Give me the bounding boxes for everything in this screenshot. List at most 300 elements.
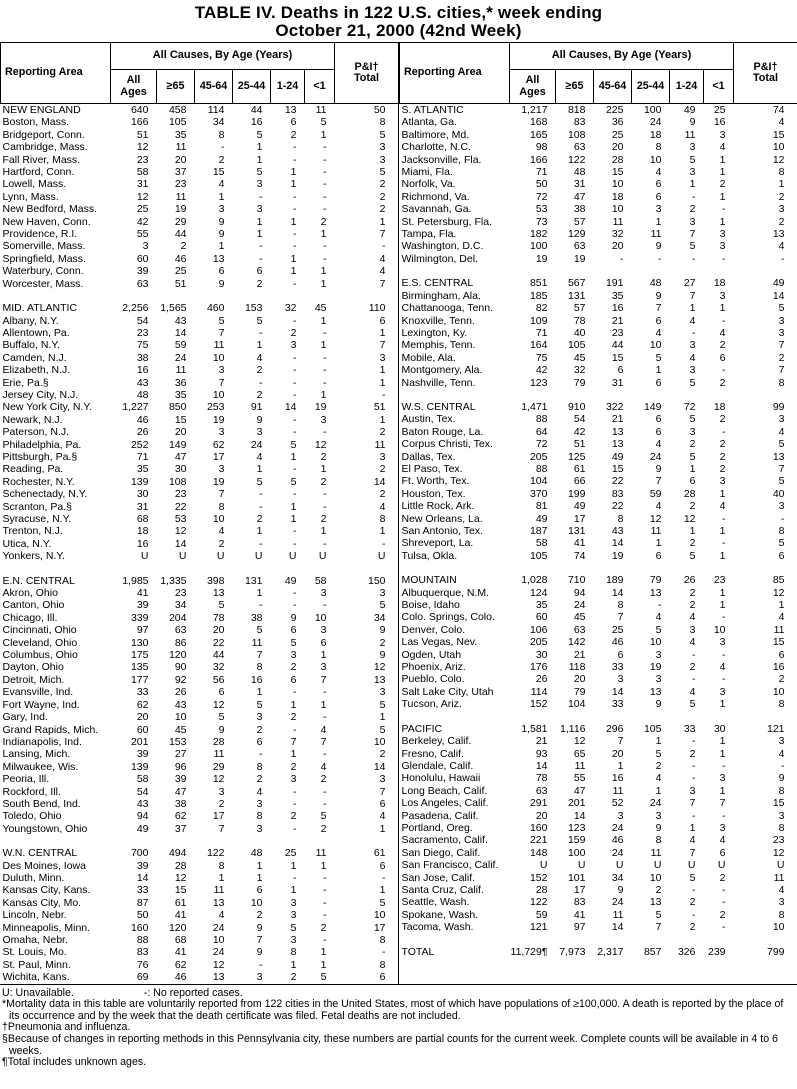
value-cell: - — [259, 326, 263, 339]
value-cell: 5 — [379, 128, 386, 141]
value-cell: 3 — [689, 215, 696, 228]
value-cell: - — [781, 759, 785, 772]
value-cell: 7 — [719, 797, 726, 810]
value-cell: 28 — [212, 735, 225, 748]
value-cell: 8 — [778, 784, 785, 797]
reporting-area-cell: Cambridge, Mass. — [2, 141, 88, 154]
value-cell: 2 — [256, 773, 263, 786]
value-cell: 7 — [379, 277, 386, 290]
value-cell: 131 — [567, 525, 586, 537]
value-cell: 3 — [719, 228, 726, 241]
value-cell: 12 — [373, 661, 386, 674]
reporting-area-cell: Lansing, Mich. — [2, 748, 71, 761]
value-cell: - — [293, 785, 297, 798]
value-cell: 46 — [174, 971, 187, 984]
city-row — [1, 587, 399, 599]
value-cell: - — [323, 252, 327, 265]
reporting-area-cell: San Jose, Calif. — [401, 871, 476, 884]
value-cell: 1 — [719, 784, 726, 797]
city-row — [400, 154, 797, 166]
value-cell: 6 — [218, 265, 225, 278]
value-cell: 11 — [315, 104, 327, 116]
reporting-area-cell: Wichita, Kans. — [2, 971, 70, 984]
value-cell: 5 — [218, 599, 225, 612]
value-cell: 34 — [174, 599, 187, 612]
value-cell: 7,973 — [559, 945, 586, 958]
value-cell: 3 — [617, 809, 624, 822]
value-cell: 1 — [256, 215, 263, 228]
reporting-area-cell: Pasadena, Calif. — [401, 809, 479, 822]
value-cell: - — [293, 228, 297, 241]
value-cell: 62 — [136, 698, 149, 711]
value-cell: 1 — [320, 946, 327, 959]
city-row — [1, 810, 399, 822]
value-cell: 15 — [772, 797, 785, 810]
right-panel — [398, 42, 796, 984]
value-cell: 13 — [772, 450, 785, 463]
city-row — [400, 537, 797, 549]
reporting-area-cell: Rockford, Ill. — [2, 785, 61, 798]
value-cell: 121 — [766, 722, 785, 735]
value-cell: 31 — [136, 178, 149, 191]
table-title-line2: October 21, 2000 (42nd Week) — [275, 21, 522, 40]
city-row — [400, 884, 797, 896]
value-cell: 13 — [373, 673, 386, 686]
value-cell: 105 — [567, 339, 586, 352]
value-cell: 38 — [573, 203, 586, 216]
reporting-area-cell: PACIFIC — [401, 722, 443, 735]
reporting-area-cell: Dallas, Tex. — [401, 450, 456, 463]
value-cell: 96 — [174, 760, 187, 773]
value-cell: - — [620, 252, 624, 265]
value-cell: 12 — [649, 512, 662, 525]
value-cell: 7 — [778, 462, 785, 475]
reporting-area-cell: Miami, Fla. — [401, 166, 453, 179]
value-cell: - — [323, 896, 327, 909]
value-cell: 2 — [689, 203, 696, 216]
value-cell: 3 — [290, 339, 297, 352]
value-cell: - — [323, 909, 327, 922]
value-cell: 2 — [689, 921, 696, 934]
value-cell: 1 — [719, 549, 726, 562]
value-cell: 10 — [772, 141, 785, 154]
value-cell: - — [323, 141, 327, 154]
reporting-area-header: Reporting Area — [400, 43, 510, 104]
value-cell: 25 — [611, 623, 624, 636]
value-cell: 7 — [218, 488, 225, 501]
value-cell: 4 — [689, 611, 696, 624]
value-cell: 9 — [256, 921, 263, 934]
value-cell: 5 — [778, 475, 785, 488]
value-cell: 8 — [218, 500, 225, 513]
city-row — [1, 228, 399, 240]
value-cell: 4 — [379, 500, 386, 513]
value-cell: 3 — [290, 773, 297, 786]
city-row — [1, 674, 399, 686]
value-cell: 78 — [212, 611, 225, 624]
reporting-area-cell: Boston, Mass. — [2, 116, 70, 129]
value-cell: 7 — [778, 364, 785, 377]
value-cell: - — [293, 525, 297, 538]
city-row — [400, 599, 797, 611]
city-row — [400, 129, 797, 141]
value-cell: 3 — [320, 587, 327, 600]
value-cell: 5 — [320, 810, 327, 823]
value-cell: 7 — [256, 934, 263, 946]
value-cell: 1 — [290, 748, 297, 761]
value-cell: 32 — [573, 364, 586, 377]
city-row — [1, 946, 399, 958]
value-cell: 42 — [136, 215, 149, 228]
value-cell: 7 — [320, 673, 327, 686]
value-cell: 46 — [611, 636, 624, 649]
value-cell: 15 — [212, 166, 225, 179]
value-cell: - — [259, 958, 263, 971]
value-cell: - — [323, 884, 327, 897]
value-cell: - — [259, 252, 263, 265]
city-row — [400, 413, 797, 425]
value-cell: 4 — [778, 240, 785, 253]
value-cell: - — [692, 252, 696, 265]
city-row — [1, 599, 399, 611]
value-cell: 9 — [218, 228, 225, 241]
reporting-area-cell: Toledo, Ohio — [2, 810, 62, 823]
value-cell: 7 — [689, 228, 696, 241]
value-cell: 58 — [314, 574, 327, 587]
value-cell: 370 — [529, 487, 548, 500]
value-cell: 100 — [643, 104, 662, 116]
value-cell: 49 — [136, 822, 149, 835]
value-cell: 2 — [778, 673, 785, 686]
city-row — [1, 178, 399, 190]
city-row — [1, 463, 399, 475]
value-cell: 114 — [207, 104, 225, 116]
value-cell: 35 — [611, 289, 624, 302]
value-cell: - — [323, 537, 327, 550]
value-cell: 7 — [655, 475, 662, 488]
value-cell: 39 — [136, 859, 149, 872]
value-cell: 1 — [290, 215, 297, 228]
city-row — [1, 649, 399, 661]
value-cell: - — [293, 426, 297, 439]
reporting-area-cell: Bridgeport, Conn. — [2, 128, 85, 141]
value-cell: 4 — [655, 438, 662, 451]
footnote-mortality: *Mortality data in this table are voluntarily reported from 122 cities in the United States, most of which have populations of ≥100,000. A death is reported by the place of its occurrence and by the week that the death certificate was filed. Fetal deaths are not included. — [2, 998, 784, 1022]
value-cell: - — [323, 426, 327, 439]
value-cell: 19 — [174, 203, 187, 216]
city-row — [400, 686, 797, 698]
col-header-lt1: <1 — [704, 70, 734, 104]
value-cell: 39 — [136, 748, 149, 761]
reporting-area-cell: Elizabeth, N.J. — [2, 364, 71, 377]
value-cell: 1 — [218, 190, 225, 203]
value-cell: 50 — [373, 104, 386, 116]
value-cell: 100 — [529, 240, 548, 253]
value-cell: 40 — [573, 326, 586, 339]
value-cell: 1 — [256, 339, 263, 352]
value-cell: 166 — [529, 153, 548, 166]
value-cell: 58 — [136, 166, 149, 179]
value-cell: 14 — [174, 326, 187, 339]
value-cell: - — [323, 153, 327, 166]
value-cell: 4 — [689, 685, 696, 698]
value-cell: 109 — [529, 314, 548, 327]
section-spacer — [400, 934, 797, 946]
city-row — [400, 698, 797, 710]
value-cell: 1,227 — [122, 401, 149, 414]
value-cell: 1 — [719, 735, 726, 748]
value-cell: 204 — [168, 611, 187, 624]
value-cell: 1 — [256, 859, 263, 872]
reporting-area-cell: Erie, Pa.§ — [2, 376, 49, 389]
value-cell: 16 — [611, 772, 624, 785]
value-cell: 2 — [778, 190, 785, 203]
value-cell: 13 — [649, 685, 662, 698]
value-cell: - — [293, 351, 297, 364]
reporting-area-cell: Savannah, Ga. — [401, 203, 472, 216]
value-cell: 37 — [174, 822, 187, 835]
value-cell: 41 — [136, 587, 149, 600]
value-cell: 49 — [683, 104, 696, 116]
value-cell: 8 — [778, 376, 785, 389]
value-cell: 121 — [529, 921, 548, 934]
value-cell: 5 — [655, 747, 662, 760]
city-row — [400, 822, 797, 834]
city-row — [1, 786, 399, 798]
value-cell: 13 — [649, 896, 662, 909]
value-cell: 17 — [573, 512, 586, 525]
value-cell: 99 — [772, 400, 785, 413]
value-cell: 4 — [256, 450, 263, 463]
city-row — [1, 240, 399, 252]
value-cell: 30 — [535, 648, 548, 661]
value-cell: 90 — [174, 661, 187, 674]
reporting-area-cell: W.S. CENTRAL — [401, 400, 476, 413]
value-cell: 3 — [256, 178, 263, 191]
city-row — [400, 760, 797, 772]
value-cell: - — [692, 772, 696, 785]
value-cell: 205 — [529, 636, 548, 649]
city-row — [400, 203, 797, 215]
city-row — [400, 872, 797, 884]
value-cell: 5 — [379, 896, 386, 909]
city-row — [1, 154, 399, 166]
value-cell: 78 — [573, 314, 586, 327]
value-cell: 15 — [611, 462, 624, 475]
value-cell: 27 — [174, 748, 187, 761]
value-cell: 1 — [320, 314, 327, 327]
value-cell: 60 — [535, 611, 548, 624]
value-cell: 201 — [567, 797, 586, 810]
value-cell: 1 — [320, 128, 327, 141]
value-cell: 20 — [174, 426, 187, 439]
value-cell: 10 — [212, 351, 225, 364]
value-cell: - — [692, 908, 696, 921]
value-cell: 6 — [290, 116, 297, 129]
value-cell: 29 — [212, 760, 225, 773]
value-cell: 74 — [772, 104, 785, 116]
value-cell: 6 — [655, 549, 662, 562]
value-cell: 6 — [655, 376, 662, 389]
value-cell: 2 — [719, 438, 726, 451]
value-cell: 60 — [136, 723, 149, 736]
city-row — [400, 748, 797, 760]
reporting-area-cell: Santa Cruz, Calif. — [401, 883, 484, 896]
value-cell: 71 — [136, 450, 149, 463]
value-cell: 26 — [136, 426, 149, 439]
value-cell: 14 — [573, 809, 586, 822]
value-cell: 58 — [535, 537, 548, 550]
value-cell: 4 — [719, 834, 726, 847]
value-cell: 6 — [379, 314, 386, 327]
pi-total-label-line1: P&I† — [753, 60, 778, 73]
value-cell: 2 — [655, 883, 662, 896]
value-cell: 10 — [250, 896, 263, 909]
value-cell: 9 — [379, 649, 386, 662]
value-cell: - — [293, 537, 297, 550]
value-cell: 175 — [130, 649, 149, 662]
value-cell: 31 — [611, 376, 624, 389]
value-cell: - — [722, 673, 726, 686]
pi-total-header — [335, 43, 399, 104]
col-header-lt1: <1 — [305, 70, 335, 104]
value-cell: 4 — [218, 525, 225, 538]
value-cell: 54 — [136, 785, 149, 798]
value-cell: 1 — [655, 537, 662, 550]
legend-no-cases: -: No reported cases. — [143, 986, 243, 999]
reporting-area-cell: Lexington, Ky. — [401, 326, 468, 339]
value-cell: - — [323, 203, 327, 216]
value-cell: 2 — [379, 426, 386, 439]
value-cell: 182 — [529, 228, 548, 241]
col-header-all-ages: All Ages — [111, 70, 157, 104]
value-cell: - — [323, 711, 327, 724]
reporting-area-cell: Utica, N.Y. — [2, 537, 52, 550]
value-cell: 39 — [174, 773, 187, 786]
value-cell: 1 — [290, 698, 297, 711]
reporting-area-cell: Spokane, Wash. — [401, 908, 479, 921]
value-cell: 11 — [650, 228, 662, 241]
value-cell: 3 — [689, 339, 696, 352]
value-cell: 5 — [256, 475, 263, 488]
value-cell: 10 — [611, 178, 624, 191]
value-cell: 3 — [379, 450, 386, 463]
reporting-area-cell: Milwaukee, Wis. — [2, 760, 79, 773]
value-cell: 9 — [256, 413, 263, 426]
city-row — [400, 315, 797, 327]
value-cell: 3 — [379, 587, 386, 600]
value-cell: 8 — [218, 859, 225, 872]
value-cell: 17 — [212, 810, 225, 823]
value-cell: 63 — [535, 784, 548, 797]
reporting-area-cell: Las Vegas, Nev. — [401, 636, 478, 649]
value-cell: 48 — [573, 166, 586, 179]
section-spacer — [1, 835, 399, 847]
city-row — [1, 339, 399, 351]
value-cell: 97 — [136, 624, 149, 637]
value-cell: 68 — [174, 934, 187, 946]
value-cell: 3 — [778, 500, 785, 513]
value-cell: 168 — [529, 116, 548, 129]
city-row — [400, 649, 797, 661]
value-cell: - — [692, 673, 696, 686]
value-cell: 8 — [655, 834, 662, 847]
value-cell: 3 — [256, 971, 263, 984]
value-cell: 12 — [174, 525, 187, 538]
value-cell: 13 — [611, 425, 624, 438]
value-cell: 122 — [529, 896, 548, 909]
value-cell: 108 — [567, 128, 586, 141]
value-cell: 16 — [250, 673, 263, 686]
value-cell: 710 — [567, 574, 586, 587]
reporting-area-cell: El Paso, Tex. — [401, 462, 463, 475]
value-cell: 1 — [218, 871, 225, 884]
city-row — [400, 463, 797, 475]
reporting-area-cell: Hartford, Conn. — [2, 166, 75, 179]
value-cell: 72 — [683, 400, 696, 413]
value-cell: 1 — [617, 759, 624, 772]
value-cell: 1,985 — [122, 574, 149, 587]
value-cell: 7 — [320, 735, 327, 748]
value-cell: 252 — [130, 438, 149, 451]
value-cell: - — [658, 599, 662, 612]
value-cell: 110 — [368, 302, 386, 315]
reporting-area-cell: Chicago, Ill. — [2, 611, 58, 624]
value-cell: 46 — [611, 834, 624, 847]
value-cell: 24 — [611, 846, 624, 859]
value-cell: 139 — [130, 475, 149, 488]
right-table — [399, 42, 797, 958]
city-row — [1, 451, 399, 463]
value-cell: 66 — [573, 475, 586, 488]
reporting-area-cell: St. Petersburg, Fla. — [401, 215, 492, 228]
city-row — [1, 253, 399, 265]
value-cell: 1 — [256, 871, 263, 884]
value-cell: 1 — [320, 649, 327, 662]
reporting-area-cell: Montgomery, Ala. — [401, 364, 483, 377]
city-row — [1, 141, 399, 153]
value-cell: 24 — [174, 351, 187, 364]
reporting-area-cell: New Orleans, La. — [401, 512, 483, 525]
value-cell: 1 — [290, 450, 297, 463]
value-cell: 39 — [136, 265, 149, 278]
value-cell: 4 — [719, 141, 726, 154]
value-cell: 153 — [244, 302, 263, 315]
city-row — [400, 636, 797, 648]
value-cell: 7 — [689, 797, 696, 810]
city-row — [1, 724, 399, 736]
city-row — [1, 860, 399, 872]
city-row — [1, 364, 399, 376]
reporting-area-cell: Evansville, Ind. — [2, 686, 74, 699]
value-cell: 46 — [174, 252, 187, 265]
value-cell: 10 — [174, 711, 187, 724]
value-cell: 5 — [689, 450, 696, 463]
value-cell: - — [259, 488, 263, 501]
value-cell: 14 — [611, 586, 624, 599]
value-cell: 2,256 — [122, 302, 149, 315]
reporting-area-cell: Knoxville, Tenn. — [401, 314, 475, 327]
reporting-area-cell: Ft. Worth, Tex. — [401, 475, 470, 488]
value-cell: 5 — [290, 438, 297, 451]
city-row — [400, 550, 797, 562]
reporting-area-cell: Peoria, Ill. — [2, 773, 50, 786]
value-cell: 9 — [256, 946, 263, 959]
value-cell: 16 — [250, 116, 263, 129]
city-row — [1, 773, 399, 785]
value-cell: 2 — [778, 351, 785, 364]
value-cell: 28 — [174, 859, 187, 872]
